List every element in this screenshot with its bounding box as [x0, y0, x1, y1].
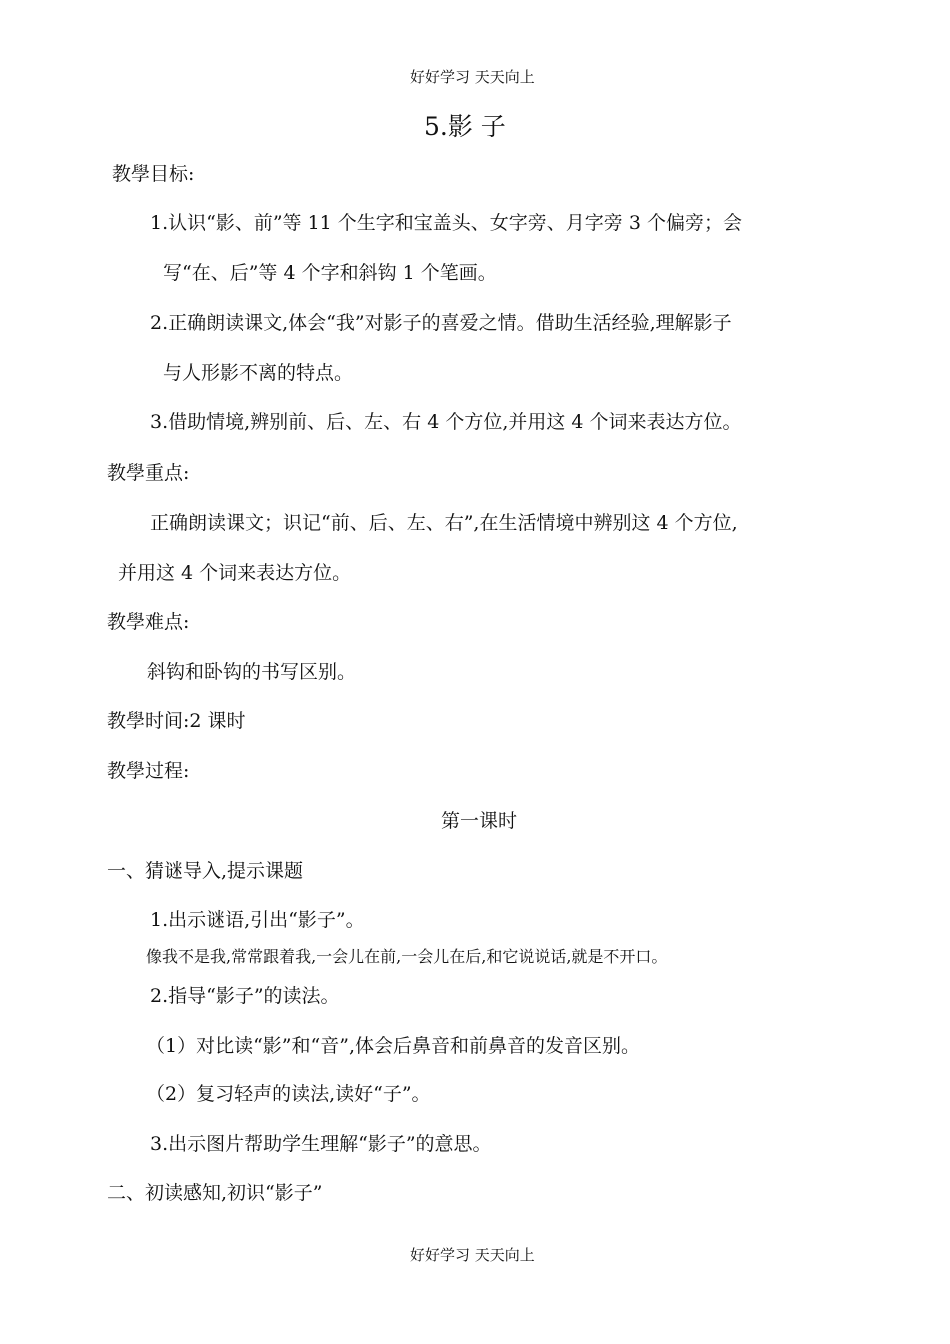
section-1-item-2b: （2）复习轻声的读法,读好“子”。 [146, 1083, 431, 1105]
section-1-item-2: 2.指导“影子”的读法。 [150, 985, 340, 1007]
goal-1-line-1: 1.认识“影、前”等 11 个生字和宝盖头、女字旁、月字旁 3 个偏旁；会 [150, 212, 742, 234]
goal-3: 3.借助情境,辨别前、后、左、右 4 个方位,并用这 4 个词来表达方位。 [150, 411, 742, 433]
goal-2-line-2: 与人形影不离的特点。 [163, 362, 354, 384]
difficulty-text: 斜钩和卧钩的书写区别。 [147, 661, 357, 683]
section-1-item-1: 1.出示谜语,引出“影子”。 [150, 909, 365, 931]
riddle-text: 像我不是我,常常跟着我,一会儿在前,一会儿在后,和它说说话,就是不开口。 [146, 947, 668, 966]
difficulty-heading: 教學难点: [107, 611, 190, 633]
goal-2-line-1: 2.正确朗读课文,体会“我”对影子的喜爱之情。借助生活经验,理解影子 [150, 312, 732, 334]
key-points-heading: 教學重点: [107, 462, 190, 484]
key-points-line-1: 正确朗读课文；识记“前、后、左、右”,在生活情境中辨别这 4 个方位, [150, 512, 738, 534]
page-header: 好好学习 天天向上 [410, 68, 535, 86]
lesson-title: 5.影 子 [424, 112, 506, 141]
section-1-heading: 一、猜谜导入,提示课题 [107, 860, 304, 882]
page-footer: 好好学习 天天向上 [410, 1246, 535, 1264]
section-2-heading: 二、初读感知,初识“影子” [107, 1182, 323, 1204]
section-1-item-2a: （1）对比读“影”和“音”,体会后鼻音和前鼻音的发音区别。 [146, 1035, 640, 1057]
goal-1-line-2: 写“在、后”等 4 个字和斜钩 1 个笔画。 [163, 262, 497, 284]
section-1-item-3: 3.出示图片帮助学生理解“影子”的意思。 [150, 1133, 492, 1155]
lesson-period-title: 第一课时 [441, 810, 518, 832]
goals-heading: 教學目标: [112, 163, 195, 185]
teaching-time: 教學时间:2 课时 [107, 710, 246, 732]
key-points-line-2: 并用这 4 个词来表达方位。 [118, 562, 352, 584]
process-heading: 教學过程: [107, 760, 190, 782]
